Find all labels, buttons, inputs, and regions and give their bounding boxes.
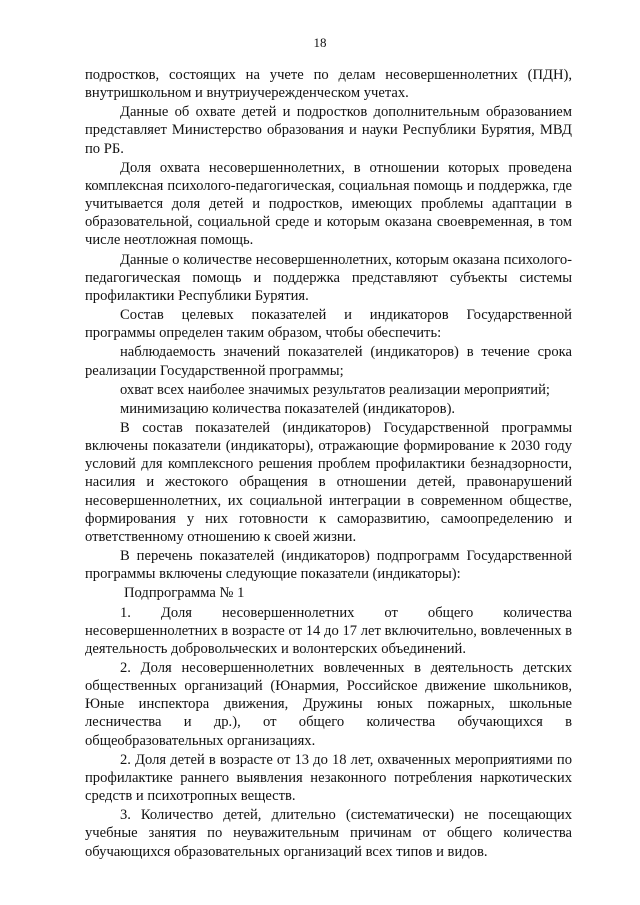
paragraph-indicators-included: В состав показателей (индикаторов) Государственной программы включены показатели (индикаторы), отражающие формирование к 2030 году условий для комплексного решения проблем профилактики безнадзорности, насилия и жестокого обращения в отношении детей, правонарушений несовершеннолетних, их социальной интеграции в современном обществе, формирования у них готовности к саморазвитию, самоопределению и ответственному отношению к своей жизни. — [85, 419, 572, 545]
paragraph-pdn-registration: подростков, состоящих на учете по делам несовершеннолетних (ПДН), внутришкольном и внутриучережденческом учетах. — [85, 67, 572, 102]
indicator-volunteer-share: 1. Доля несовершеннолетних от общего количества несовершеннолетних в возрасте от 14 до 17 лет включительно, вовлеченных в деятельность добровольческих и волонтерских объединений. — [85, 604, 572, 657]
paragraph-minimization: минимизацию количества показателей (индикаторов). — [120, 400, 456, 417]
paragraph-psychological-help-share: Доля охвата несовершеннолетних, в отношении которых проведена комплексная психолого-педагогическая, социальная помощь и поддержка, где учитывается доля детей и подростков, имеющих проблемы адаптации в образовательной, социальной среде и которым оказана своевременная, в том числе неотложная помощь. — [85, 159, 572, 249]
indicator-drug-prevention-share: 2. Доля детей в возрасте от 13 до 18 лет, охваченных мероприятиями по профилактике раннего выявления незаконного потребления наркотических средств и психотропных веществ. — [85, 751, 572, 805]
subprogram-heading: Подпрограмма № 1 — [124, 585, 245, 602]
document-body — [85, 66, 572, 862]
paragraph-coverage: охват всех наиболее значимых результатов реализации мероприятий; — [120, 381, 550, 398]
paragraph-subprogram-indicators-list: В перечень показателей (индикаторов) подпрограмм Государственной программы включены следующие показатели (индикаторы): — [85, 548, 572, 583]
indicator-absentee-count: 3. Количество детей, длительно (систематически) не посещающих учебные занятия по неуважительным причинам от общего количества обучающихся образовательных организаций всех типов и видов. — [85, 807, 572, 860]
indicator-youth-organizations-share: 2. Доля несовершеннолетних вовлеченных в деятельность детских общественных организаций (Юнармия, Российское движение школьников, Юные инспектора движения, Дружины юных пожарных, школьные лесничества и др.), от общего количества обучающихся в общеобразовательных организациях. — [85, 660, 572, 749]
paragraph-help-data-sources: Данные о количестве несовершеннолетних, которым оказана психолого-педагогическая помощь и поддержка представляют субъекты системы профилактики Республики Бурятия. — [85, 251, 572, 304]
paragraph-additional-education-data: Данные об охвате детей и подростков дополнительным образованием представляет Министерство образования и науки Республики Бурятия, МВД по РБ. — [85, 104, 572, 157]
paragraph-observability: наблюдаемость значений показателей (индикаторов) в течение срока реализации Государственной программы; — [85, 344, 572, 379]
paragraph-indicators-composition: Состав целевых показателей и индикаторов Государственной программы определен таким образом, чтобы обеспечить: — [85, 307, 572, 342]
page-number: 18 — [313, 35, 327, 50]
